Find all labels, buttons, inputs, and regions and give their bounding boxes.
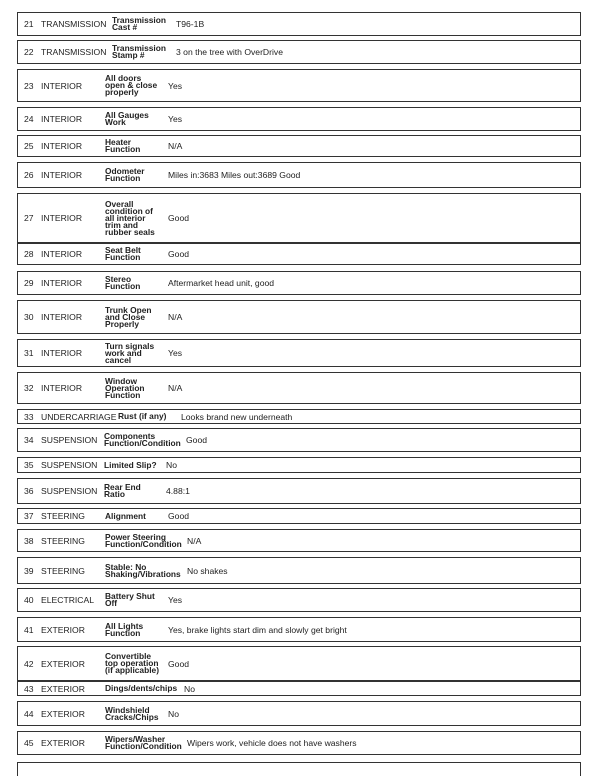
table-row bbox=[17, 478, 581, 504]
table-row bbox=[17, 107, 581, 131]
row-label: Wipers/Washer Function/Condition bbox=[105, 734, 182, 751]
row-number: 44 bbox=[24, 708, 34, 719]
row-label: Transmission Cast # bbox=[112, 15, 166, 32]
row-value: Yes bbox=[168, 595, 183, 605]
table-row bbox=[17, 508, 581, 524]
row-number: 25 bbox=[24, 141, 34, 151]
row-value: Good bbox=[186, 435, 208, 445]
table-row bbox=[17, 135, 581, 157]
table-row bbox=[17, 681, 581, 696]
table-row bbox=[17, 339, 581, 367]
row-label: Dings/dents/chips bbox=[105, 683, 178, 693]
row-number: 40 bbox=[24, 595, 34, 605]
row-category: INTERIOR bbox=[41, 141, 83, 151]
row-number: 37 bbox=[24, 511, 34, 521]
row-category: INTERIOR bbox=[41, 170, 83, 180]
row-number: 29 bbox=[24, 278, 34, 288]
row-label: All doors open & close properly bbox=[105, 73, 158, 97]
table-row bbox=[17, 529, 581, 552]
row-label: All Gauges Work bbox=[105, 110, 149, 127]
table-row bbox=[17, 409, 581, 424]
table-row bbox=[17, 193, 581, 243]
row-value: Good bbox=[168, 249, 190, 259]
row-category: INTERIOR bbox=[41, 213, 83, 223]
table-row bbox=[17, 12, 581, 36]
row-number: 45 bbox=[24, 738, 34, 748]
row-number: 42 bbox=[24, 658, 34, 669]
row-category: INTERIOR bbox=[41, 348, 83, 358]
row-value: Yes bbox=[168, 80, 183, 91]
row-label: Window Operation Function bbox=[105, 375, 145, 400]
row-category: UNDERCARRIAGE bbox=[41, 411, 117, 422]
row-value: N/A bbox=[168, 383, 183, 393]
table-row bbox=[17, 162, 581, 188]
row-category: TRANSMISSION bbox=[41, 19, 107, 29]
table-row bbox=[17, 701, 581, 726]
table-row bbox=[17, 271, 581, 295]
row-label: Rust (if any) bbox=[118, 411, 167, 421]
row-category: STEERING bbox=[41, 511, 85, 521]
row-value: N/A bbox=[168, 141, 183, 151]
row-number: 27 bbox=[24, 213, 34, 223]
row-number: 32 bbox=[24, 383, 34, 393]
row-number: 23 bbox=[24, 80, 34, 91]
row-value: Miles in:3683 Miles out:3689 Good bbox=[168, 170, 301, 180]
table-row bbox=[17, 588, 581, 612]
row-value: No shakes bbox=[187, 565, 228, 576]
row-number: 21 bbox=[24, 19, 34, 29]
row-category: ELECTRICAL bbox=[41, 595, 95, 605]
row-value: Looks brand new underneath bbox=[181, 411, 293, 422]
row-category: STEERING bbox=[41, 565, 85, 576]
row-category: EXTERIOR bbox=[41, 624, 85, 635]
row-category: INTERIOR bbox=[41, 80, 83, 91]
table-row bbox=[17, 300, 581, 334]
table-row bbox=[17, 731, 581, 755]
row-label: Alignment bbox=[105, 510, 146, 521]
table-row bbox=[17, 69, 581, 102]
row-category: INTERIOR bbox=[41, 312, 83, 322]
row-value: 3 on the tree with OverDrive bbox=[176, 47, 283, 57]
row-label: Stereo Function bbox=[105, 274, 141, 291]
row-value: No bbox=[168, 708, 179, 719]
row-value: N/A bbox=[168, 312, 183, 322]
table-row bbox=[17, 40, 581, 64]
row-value: Yes bbox=[168, 348, 183, 358]
row-number: 31 bbox=[24, 348, 34, 358]
table-row bbox=[17, 243, 581, 265]
row-label: Battery Shut Off bbox=[105, 591, 155, 608]
row-label: Stable: No Shaking/Vibrations bbox=[105, 561, 181, 579]
table-row bbox=[17, 457, 581, 473]
row-label: Turn signals work and cancel bbox=[105, 340, 155, 365]
row-value: Wipers work, vehicle does not have washers bbox=[187, 738, 357, 748]
row-category: EXTERIOR bbox=[41, 738, 85, 748]
row-value: N/A bbox=[187, 535, 202, 546]
row-label: Heater Function bbox=[105, 137, 141, 154]
row-category: INTERIOR bbox=[41, 249, 83, 259]
row-number: 35 bbox=[24, 460, 34, 470]
table-row bbox=[17, 646, 581, 681]
row-number: 30 bbox=[24, 312, 34, 322]
row-value: Yes bbox=[168, 114, 183, 124]
row-value: No bbox=[184, 683, 195, 694]
table-row bbox=[17, 617, 581, 642]
table-row bbox=[17, 372, 581, 404]
row-number: 36 bbox=[24, 486, 34, 496]
row-number: 26 bbox=[24, 170, 34, 180]
row-category: INTERIOR bbox=[41, 383, 83, 393]
row-number: 38 bbox=[24, 535, 34, 546]
row-number: 43 bbox=[24, 683, 34, 694]
row-number: 34 bbox=[24, 435, 34, 445]
row-label: Limited Slip? bbox=[104, 459, 157, 470]
row-category: INTERIOR bbox=[41, 278, 83, 288]
table-row bbox=[17, 557, 581, 584]
row-category: STEERING bbox=[41, 535, 85, 546]
row-label: Odometer Function bbox=[105, 166, 145, 183]
row-category: SUSPENSION bbox=[41, 460, 98, 470]
row-label: Trunk Open and Close Properly bbox=[105, 304, 152, 329]
row-category: EXTERIOR bbox=[41, 658, 85, 669]
row-number: 22 bbox=[24, 47, 34, 57]
row-value: 4.88:1 bbox=[166, 486, 190, 496]
row-category: SUSPENSION bbox=[41, 486, 98, 496]
row-number: 28 bbox=[24, 249, 34, 259]
row-label: Transmission Stamp # bbox=[112, 43, 166, 60]
row-label: Convertible top operation (if applicable) bbox=[105, 651, 159, 675]
row-value: Good bbox=[168, 658, 190, 669]
row-label: Seat Belt Function bbox=[105, 245, 141, 262]
row-value: Good bbox=[168, 213, 190, 223]
row-label: Rear End Ratio bbox=[104, 482, 141, 499]
row-number: 39 bbox=[24, 565, 34, 576]
row-value: No bbox=[166, 460, 177, 470]
row-value: T96-1B bbox=[176, 19, 205, 29]
row-label: All Lights Function bbox=[105, 620, 144, 638]
row-category: EXTERIOR bbox=[41, 708, 85, 719]
row-label: Windshield Cracks/Chips bbox=[105, 704, 159, 722]
table-row bbox=[17, 428, 581, 452]
row-number: 41 bbox=[24, 624, 34, 635]
table-row-partial bbox=[17, 762, 581, 776]
row-value: Aftermarket head unit, good bbox=[168, 278, 275, 288]
row-label: Overall condition of all interior trim and rubber seals bbox=[105, 198, 155, 237]
row-label: Power Steering Function/Condition bbox=[105, 531, 182, 549]
row-number: 24 bbox=[24, 114, 34, 124]
row-category: TRANSMISSION bbox=[41, 47, 107, 57]
row-value: Yes, brake lights start dim and slowly get bright bbox=[168, 624, 347, 635]
row-category: INTERIOR bbox=[41, 114, 83, 124]
row-value: Good bbox=[168, 511, 190, 521]
row-category: SUSPENSION bbox=[41, 435, 98, 445]
row-number: 33 bbox=[24, 411, 34, 422]
row-category: EXTERIOR bbox=[41, 683, 85, 694]
row-label: Components Function/Condition bbox=[104, 431, 181, 448]
